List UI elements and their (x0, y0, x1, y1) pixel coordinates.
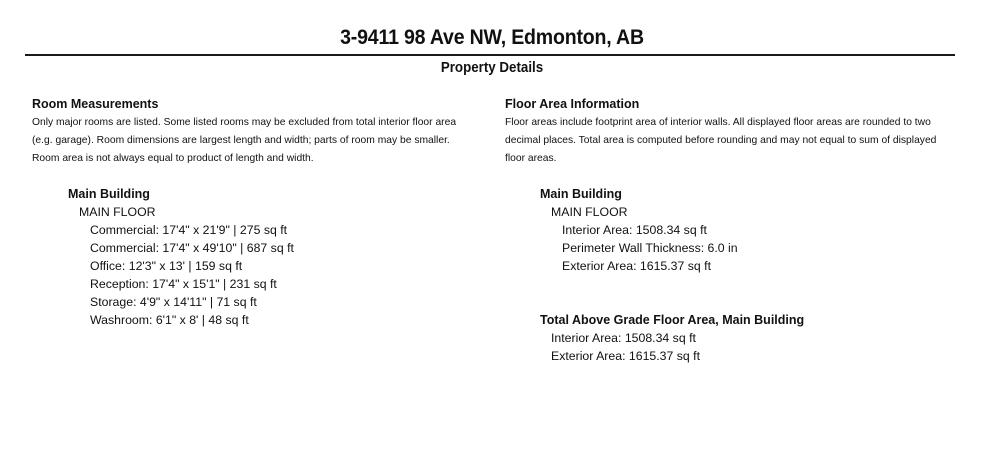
description-line: Room area is not always equal to product of length and width. (32, 153, 314, 164)
page-title: 3-9411 98 Ave NW, Edmonton, AB (340, 26, 644, 49)
area-item: Exterior Area: 1615.37 sq ft (562, 259, 712, 273)
building-heading: Main Building (68, 187, 150, 201)
room-item: Commercial: 17'4" x 21'9" | 275 sq ft (90, 223, 288, 237)
room-item: Office: 12'3" x 13' | 159 sq ft (90, 259, 243, 273)
room-list (68, 185, 294, 329)
description-line: (e.g. garage). Room dimensions are largest length and width; parts of room may be smaller. (32, 135, 450, 146)
floor-label: MAIN FLOOR (79, 205, 156, 219)
room-measurements-heading: Room Measurements (32, 97, 159, 111)
floor-area-description (505, 114, 965, 168)
area-item: Interior Area: 1508.34 sq ft (562, 223, 707, 237)
description-line: Only major rooms are listed. Some listed rooms may be excluded from total interior floor area (32, 117, 457, 128)
page-subtitle: Property Details (440, 60, 544, 76)
room-item: Storage: 4'9" x 14'11" | 71 sq ft (90, 295, 257, 309)
room-item: Reception: 17'4" x 15'1" | 231 sq ft (90, 277, 277, 291)
description-line: Floor areas include footprint area of interior walls. All displayed floor areas are rounded to two (505, 117, 931, 128)
floor-area-section (505, 96, 965, 168)
title-divider (25, 54, 955, 56)
description-line: decimal places. Total area is computed before rounding and may not equal to sum of displayed (505, 135, 937, 146)
building-heading: Main Building (540, 187, 622, 201)
room-measurements-description (32, 114, 482, 168)
room-item: Commercial: 17'4" x 49'10" | 687 sq ft (90, 241, 294, 255)
total-area-item: Exterior Area: 1615.37 sq ft (551, 349, 701, 363)
floor-area-heading: Floor Area Information (505, 97, 640, 111)
floor-label: MAIN FLOOR (551, 205, 628, 219)
description-line: floor areas. (505, 153, 557, 164)
total-area-block (540, 311, 804, 365)
area-item: Perimeter Wall Thickness: 6.0 in (562, 241, 738, 255)
total-area-heading: Total Above Grade Floor Area, Main Building (540, 313, 805, 327)
room-measurements-section (32, 96, 482, 168)
floor-area-list (540, 185, 738, 275)
room-item: Washroom: 6'1" x 8' | 48 sq ft (90, 313, 249, 327)
total-area-item: Interior Area: 1508.34 sq ft (551, 331, 696, 345)
